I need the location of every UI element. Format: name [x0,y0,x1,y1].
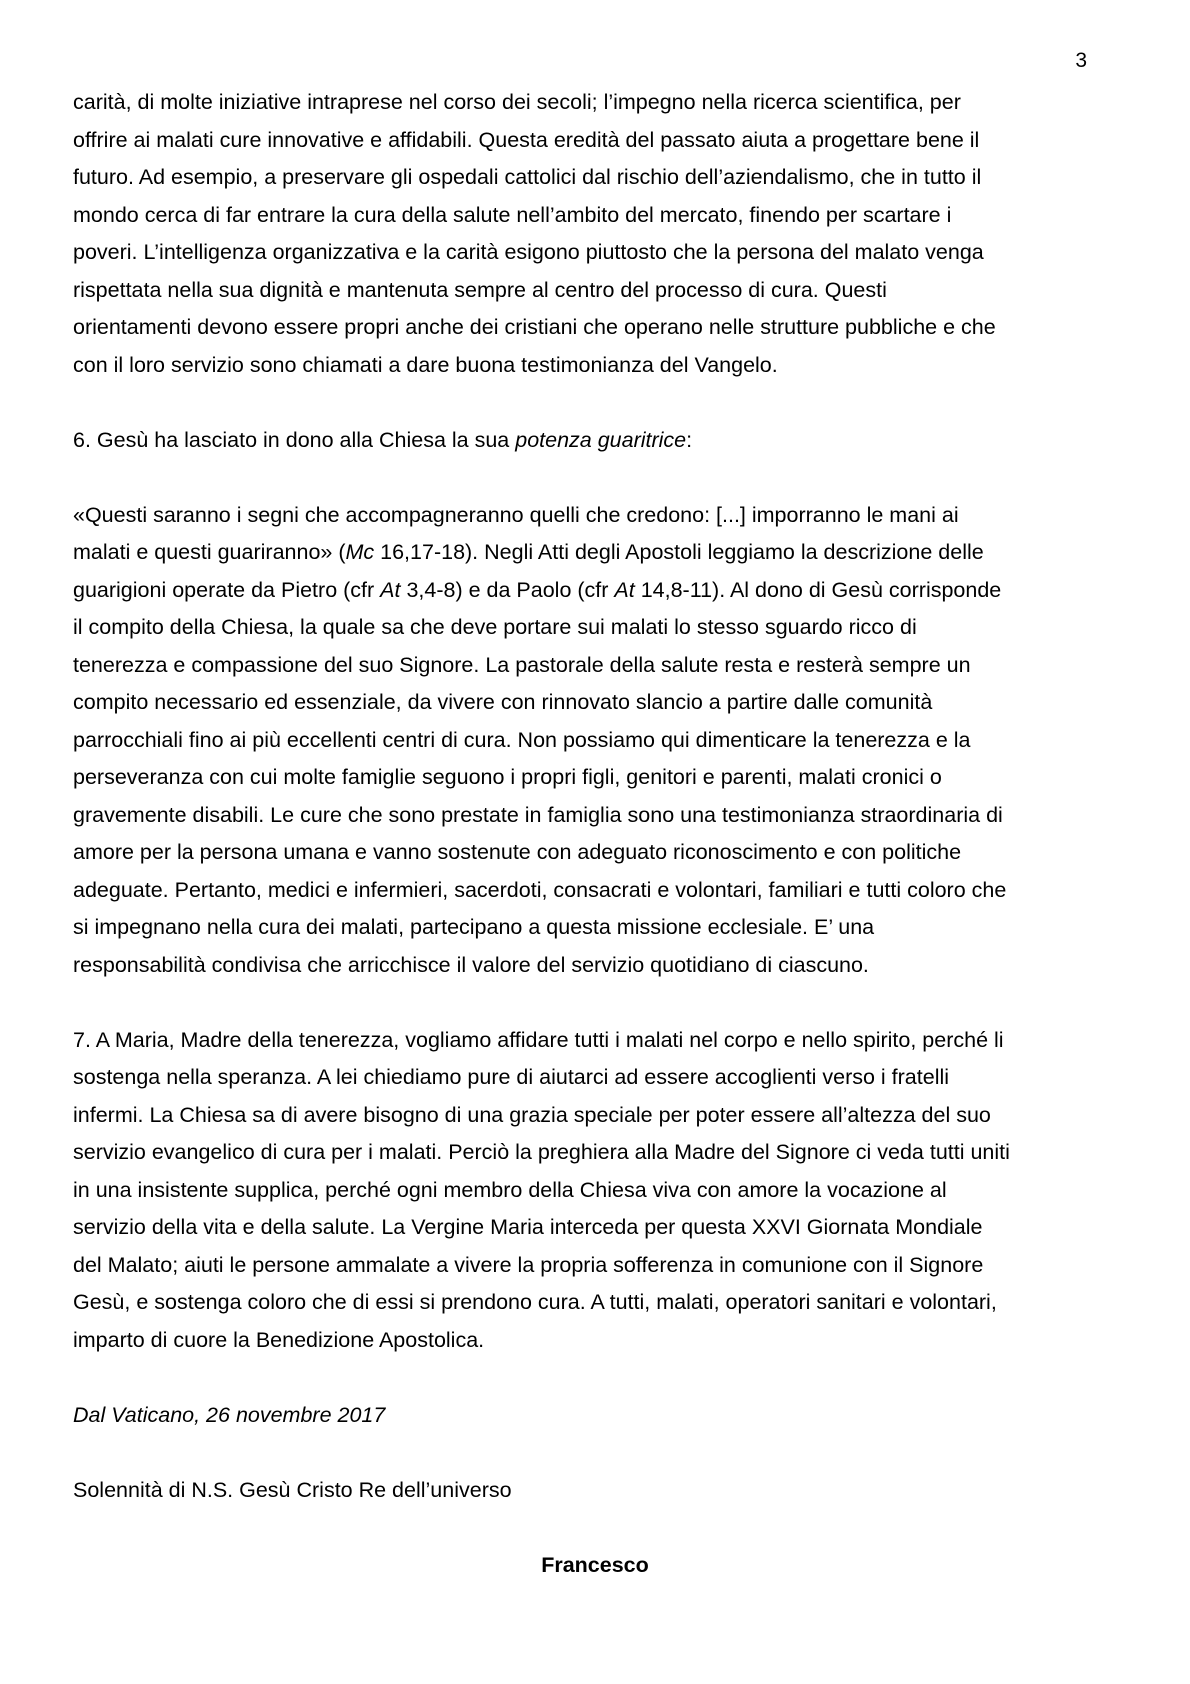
text-line: offrire ai malati cure innovative e affidabili. Questa eredità del passato aiuta a progettare bene il [73,127,980,152]
text-line: del Malato; aiuti le persone ammalate a vivere la propria sofferenza in comunione con il Signore [73,1252,984,1277]
text-line: infermi. La Chiesa sa di avere bisogno di una grazia speciale per poter essere all’altezza del suo [73,1102,991,1127]
paragraph-gap [73,1509,1133,1547]
text-line: perseveranza con cui molte famiglie seguono i propri figli, genitori e parenti, malati cronici o [73,765,942,789]
text-line: sostenga nella speranza. A lei chiediamo pure di aiutarci ad essere accoglienti verso i fratelli [73,1065,950,1089]
signature: Francesco [541,1552,649,1577]
text-span: 14,8-11). Al dono di Gesù corrisponde [634,577,1002,602]
emphasis-text: potenza guaritrice [515,427,687,452]
text-line [73,534,1133,572]
dateline: Dal Vaticano, 26 novembre 2017 [73,1402,386,1427]
text-line: «Questi saranno i segni che accompagneranno quelli che credono: [...] imporranno le mani ai [73,502,959,527]
text-line: Gesù, e sostenga coloro che di essi si prendono cura. A tutti, malati, operatori sanitari e volontari, [73,1290,997,1314]
text-line [73,572,1133,610]
text-span: guarigioni operate da Pietro (cfr [73,577,381,602]
text-line: con il loro servizio sono chiamati a dare buona testimonianza del Vangelo. [73,352,778,377]
paragraph-intro [73,84,1133,384]
text-span: 3,4-8) e da Paolo (cfr [400,577,615,602]
text-line: carità, di molte iniziative intraprese nel corso dei secoli; l’impegno nella ricerca scientifica, per [73,90,961,114]
text-line: futuro. Ad esempio, a preservare gli ospedali cattolici dal rischio dell’aziendalismo, che in tutto il [73,165,982,189]
page-number: 3 [1075,49,1087,72]
text-line: gravemente disabili. Le cure che sono prestate in famiglia sono una testimonianza straordinaria di [73,802,1003,827]
text-line: si impegnano nella cura dei malati, partecipano a questa missione ecclesiale. E’ una [73,915,875,939]
paragraph-gap [73,459,1133,497]
text-line: compito necessario ed essenziale, da vivere con rinnovato slancio a partire dalle comunità [73,690,933,714]
text-line: tenerezza e compassione del suo Signore. La pastorale della salute resta e resterà sempre un [73,652,971,677]
text-line: responsabilità condivisa che arricchisce il valore del servizio quotidiano di ciascuno. [73,952,869,977]
scripture-ref: At [380,577,401,602]
paragraph-gap [73,984,1133,1022]
paragraph-6-body [73,497,1133,985]
text-line: 7. A Maria, Madre della tenerezza, vogliamo affidare tutti i malati nel corpo e nello spirito, perché li [73,1027,1004,1052]
solemnity-line: Solennità di N.S. Gesù Cristo Re dell’universo [73,1477,512,1502]
text-line: adeguate. Pertanto, medici e infermieri, sacerdoti, consacrati e volontari, familiari e tutti coloro che [73,877,1007,902]
text-line: in una insistente supplica, perché ogni membro della Chiesa viva con amore la vocazione al [73,1177,947,1202]
text-line: il compito della Chiesa, la quale sa che deve portare sui malati lo stesso sguardo ricco di [73,615,917,639]
text-span: : [686,427,693,452]
text-span: 16,17-18). Negli Atti degli Apostoli leggiamo la descrizione delle [374,540,984,564]
text-line: amore per la persona umana e vanno sostenute con adeguato riconoscimento e con politiche [73,840,962,864]
scripture-ref: At [614,577,635,602]
text-line: orientamenti devono essere propri anche dei cristiani che operano nelle strutture pubbliche e che [73,315,996,339]
text-line: poveri. L’intelligenza organizzativa e la carità esigono piuttosto che la persona del malato venga [73,240,984,264]
text-line: parrocchiali fino ai più eccellenti centri di cura. Non possiamo qui dimenticare la tenerezza e la [73,727,971,752]
paragraph-gap [73,384,1133,422]
text-span: 6. Gesù ha lasciato in dono alla Chiesa la sua [73,427,516,452]
text-span: malati e questi guariranno» ( [73,540,346,564]
text-line: mondo cerca di far entrare la cura della salute nell’ambito del mercato, finendo per scartare i [73,202,952,227]
text-line: servizio della vita e della salute. La Vergine Maria interceda per questa XXVI Giornata Mondiale [73,1215,983,1239]
text-line: imparto di cuore la Benedizione Apostolica. [73,1327,485,1352]
paragraph-gap [73,1359,1133,1397]
text-line: rispettata nella sua dignità e mantenuta sempre al centro del processo di cura. Questi [73,277,887,302]
paragraph-7 [73,1022,1133,1360]
paragraph-gap [73,1434,1133,1472]
document-body [73,84,1133,1584]
text-line: servizio evangelico di cura per i malati. Perciò la preghiera alla Madre del Signore ci veda tutti uniti [73,1140,1010,1164]
paragraph-6-heading [73,422,1133,460]
scripture-ref: Mc [345,540,375,564]
